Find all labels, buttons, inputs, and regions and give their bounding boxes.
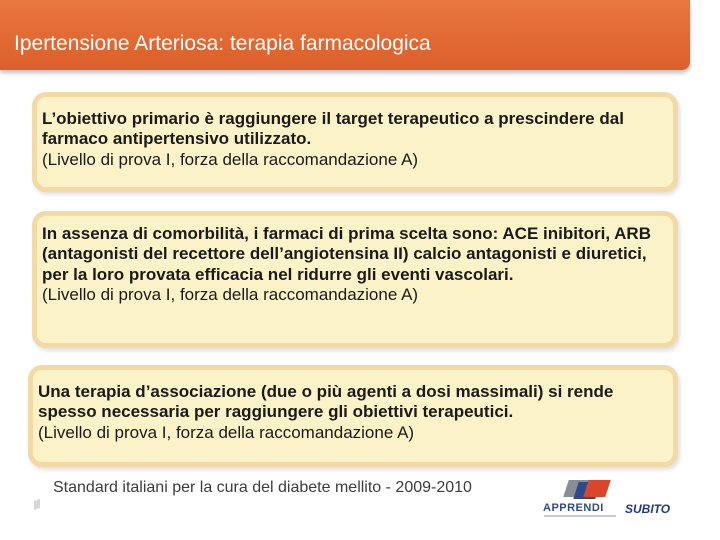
- footer-marker: [34, 499, 40, 510]
- recommendation-3-text: Una terapia d’associazione (due o più agenti a dosi massimali) si rende spesso necessaria per raggiungere gli obiettivi terapeutici.: [38, 382, 614, 422]
- recommendation-2-evidence: (Livello di prova I, forza della raccomandazione A): [42, 285, 419, 305]
- slide-title: Ipertensione Arteriosa: terapia farmacologica: [14, 32, 431, 55]
- apprendi-logo: [543, 480, 618, 520]
- recommendation-1-text: L’obiettivo primario è raggiungere il target terapeutico a prescindere dal farmaco antipertensivo utilizzato.: [42, 109, 624, 149]
- recommendation-box-3: [28, 365, 678, 467]
- apprendi-wordmark: APPRENDI: [543, 502, 604, 514]
- source-citation: Standard italiani per la cura del diabete mellito - 2009-2010: [53, 479, 472, 496]
- logo-stripe-red: [583, 480, 611, 497]
- recommendation-box-1: [32, 92, 678, 192]
- apprendi-tagline-line: [544, 515, 616, 517]
- title-bar: [0, 0, 690, 70]
- subito-logo: SUBITO: [625, 502, 671, 516]
- recommendation-3-evidence: (Livello di prova I, forza della raccomandazione A): [38, 422, 415, 442]
- recommendation-box-2: [32, 211, 678, 348]
- recommendation-1-evidence: (Livello di prova I, forza della raccomandazione A): [42, 149, 419, 169]
- recommendation-2-text: In assenza di comorbilità, i farmaci di prima scelta sono: ACE inibitori, ARB (antagonisti del recettore dell’angiotensina II) calcio antagonisti e diuretici, per la loro provata efficacia nel ridurre gli eventi vascolari.: [42, 224, 651, 284]
